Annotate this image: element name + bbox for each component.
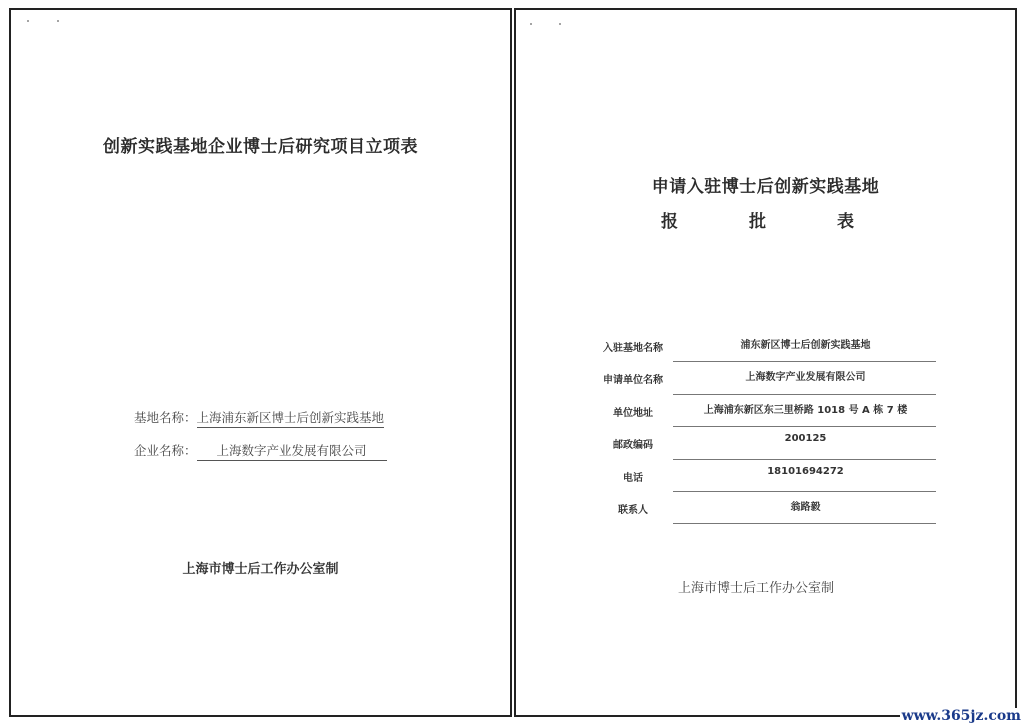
right-page-footer: 上海市博士后工作办公室制 <box>678 581 835 596</box>
company-name-row <box>134 441 387 461</box>
right-document-page <box>514 8 1017 717</box>
form-value: 18101694272 <box>767 465 844 477</box>
base-name-label: 基地名称： <box>134 410 197 425</box>
company-name-label: 企业名称： <box>134 443 197 458</box>
form-value: 上海数字产业发展有限公司 <box>745 372 866 384</box>
form-label: 入驻基地名称 <box>603 343 663 354</box>
site-watermark: www.365jz.com <box>901 708 1021 724</box>
form-value: 浦东新区博士后创新实践基地 <box>740 340 871 351</box>
subtitle-char: 表 <box>837 212 854 232</box>
right-page-title: 申请入驻博士后创新实践基地 <box>651 177 880 197</box>
left-page-footer: 上海市博士后工作办公室制 <box>182 562 339 577</box>
scan-speck <box>27 20 29 22</box>
base-name-value: 上海浦东新区博士后创新实践基地 <box>197 408 385 428</box>
form-row-address <box>588 395 938 427</box>
form-label: 单位地址 <box>613 407 653 419</box>
left-document-page <box>9 8 512 717</box>
base-name-row <box>134 408 384 428</box>
scan-speck <box>559 23 561 25</box>
subtitle-char: 批 <box>749 212 766 232</box>
form-row-contact <box>588 492 938 524</box>
left-page-title: 创新实践基地企业博士后研究项目立项表 <box>103 137 418 157</box>
subtitle-char: 报 <box>661 212 678 232</box>
form-underline <box>673 523 936 524</box>
company-name-value: 上海数字产业发展有限公司 <box>197 441 387 461</box>
right-page-subtitle <box>661 207 861 231</box>
form-label: 申请单位名称 <box>603 375 663 387</box>
scan-speck <box>530 23 532 25</box>
form-row-applicant-unit <box>588 362 938 394</box>
form-row-base-name <box>588 330 938 362</box>
form-label: 邮政编码 <box>613 440 653 452</box>
form-value: 翁路毅 <box>790 501 821 513</box>
form-row-postcode <box>588 427 938 459</box>
form-value: 200125 <box>784 433 827 445</box>
scan-speck <box>57 20 59 22</box>
form-value: 上海浦东新区东三里桥路 1018 号 A 栋 7 楼 <box>703 404 908 416</box>
form-label: 联系人 <box>618 504 648 516</box>
application-form-table <box>588 330 938 524</box>
form-label: 电话 <box>623 472 643 484</box>
form-row-phone <box>588 460 938 492</box>
